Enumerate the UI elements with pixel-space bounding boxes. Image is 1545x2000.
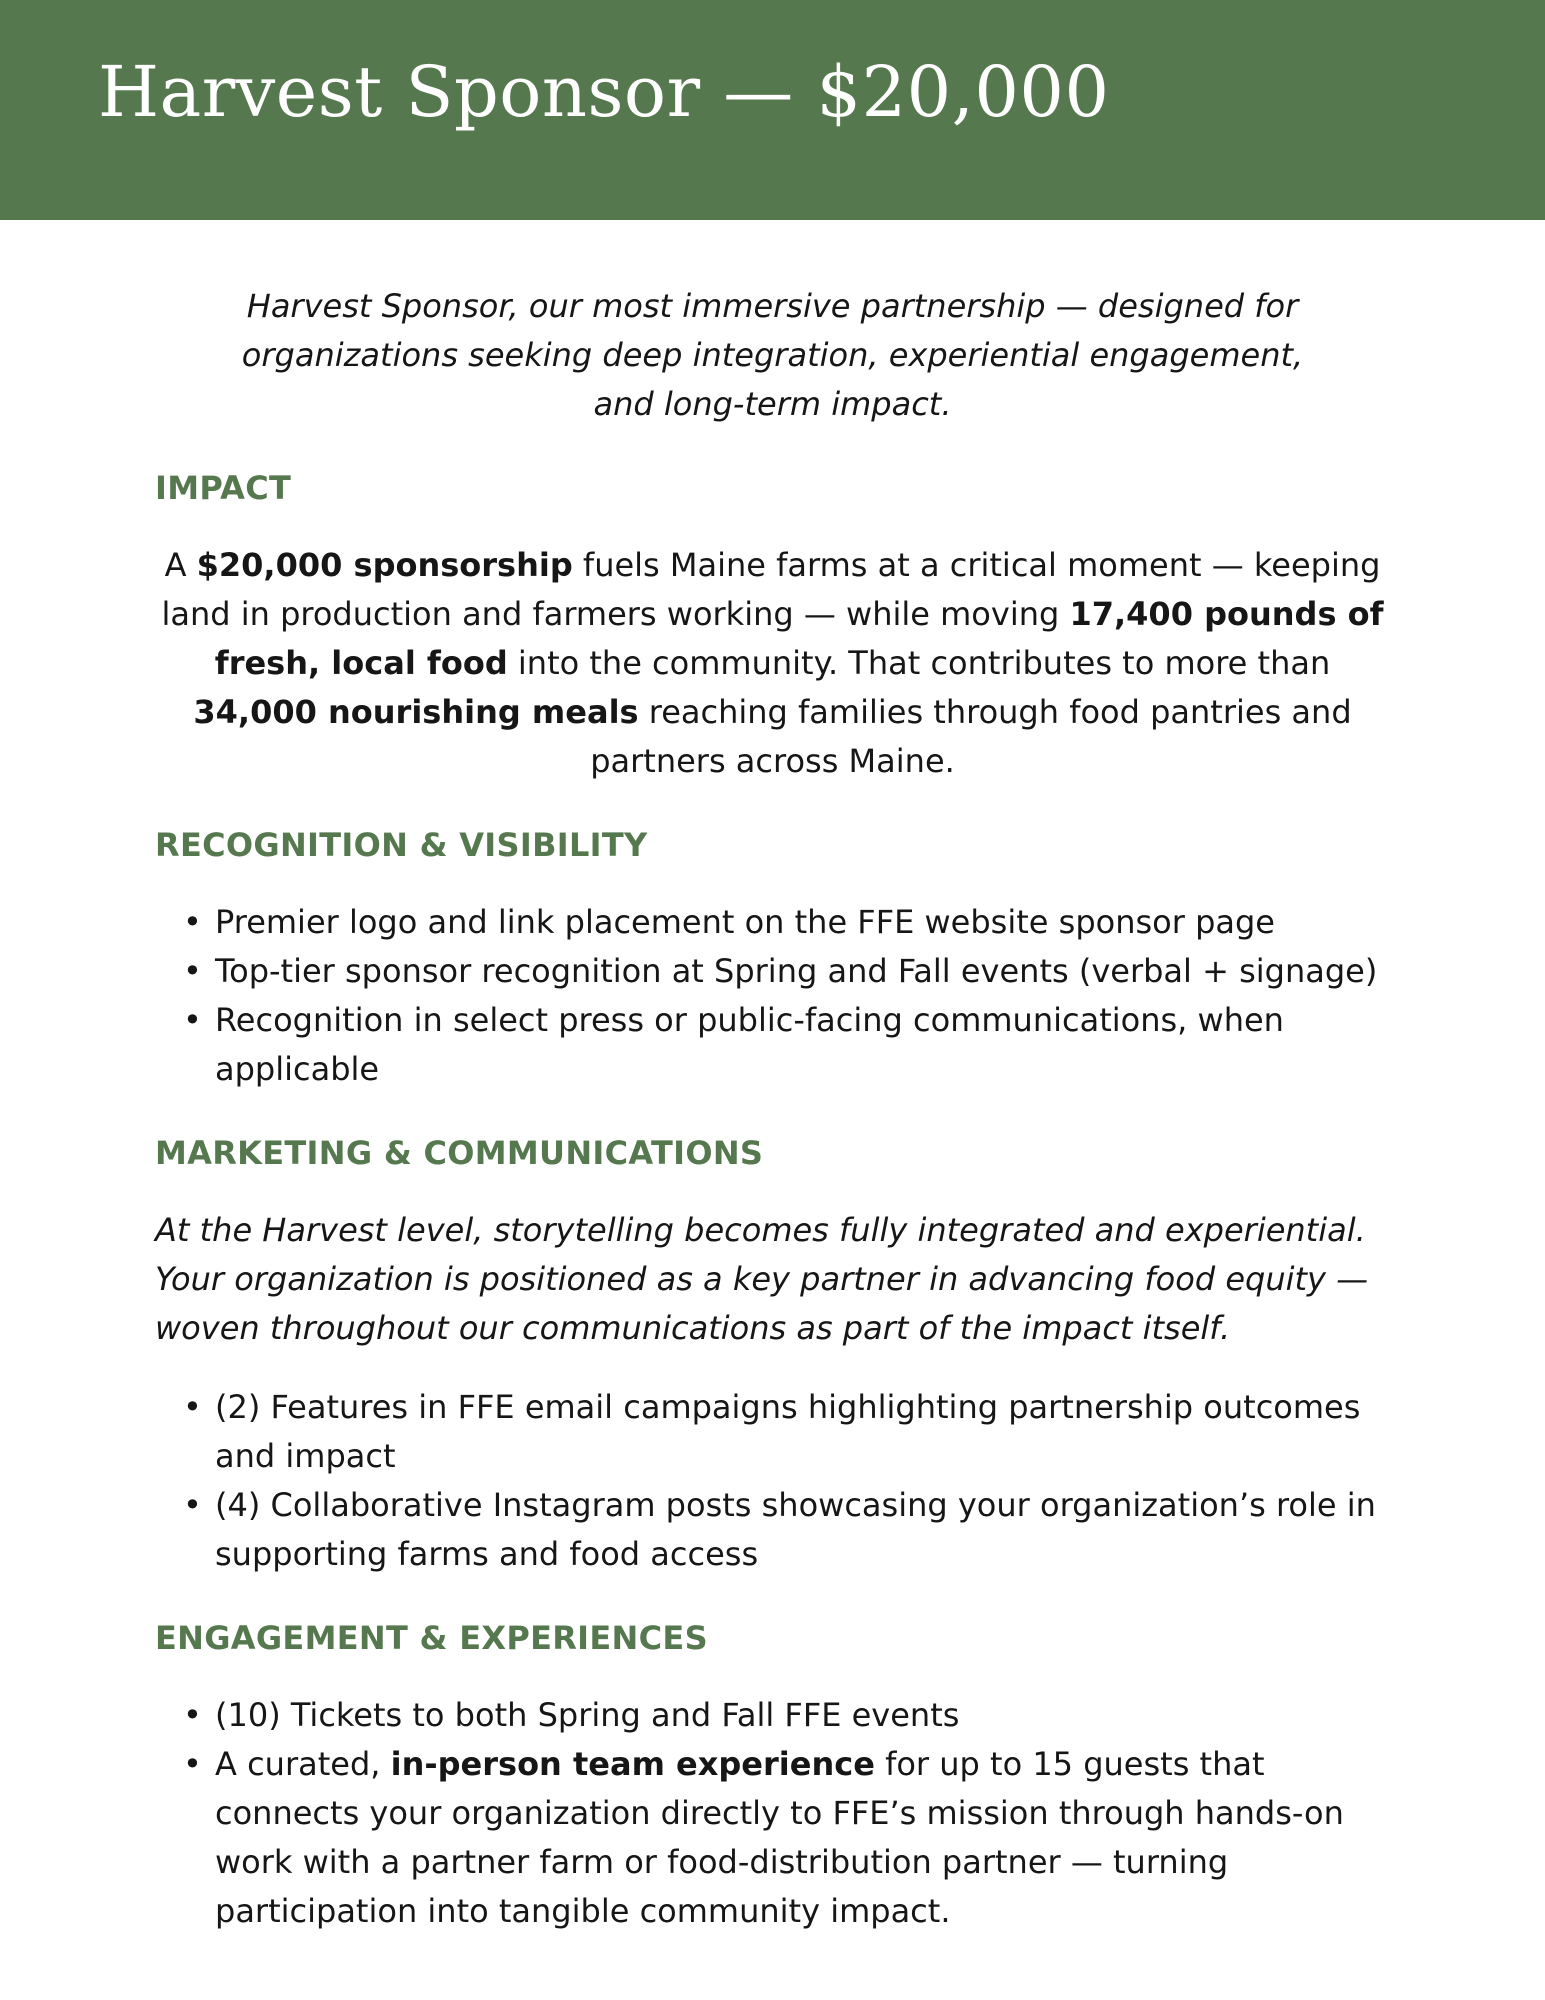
bullet-icon: • — [183, 952, 202, 990]
impact-text-part: into the community. That contributes to more than — [507, 644, 1331, 682]
list-item — [183, 1740, 1390, 1936]
impact-paragraph — [155, 541, 1390, 786]
marketing-list — [155, 1383, 1390, 1579]
page-title: Harvest Sponsor — $20,000 — [98, 51, 1110, 133]
list-item-text: for up to 15 guests that connects your organization directly to FFE’s mission through hands-on work with a partner farm or food-distribution partner — turning participation into tangible community impact. — [215, 1745, 1344, 1930]
recognition-heading: RECOGNITION & VISIBILITY — [155, 826, 648, 864]
list-item-text: Recognition in select press or public-facing communications, when applicable — [215, 1001, 1284, 1088]
list-item — [183, 1383, 1390, 1481]
impact-heading: IMPACT — [155, 469, 292, 507]
bullet-icon: • — [183, 1696, 202, 1734]
list-item-text: Top-tier sponsor recognition at Spring and Fall events (verbal + signage) — [215, 952, 1378, 990]
bullet-icon: • — [183, 903, 202, 941]
list-item-text: Premier logo and link placement on the FFE website sponsor page — [215, 903, 1275, 941]
engagement-heading: ENGAGEMENT & EXPERIENCES — [155, 1619, 708, 1657]
bullet-icon: • — [183, 1001, 202, 1039]
impact-text-part: fuels Maine farms at a critical moment — keeping land in production and farmers working — while moving — [161, 546, 1381, 633]
team-experience-highlight: in-person team experience — [390, 1745, 875, 1783]
list-item-text: (10) Tickets to both Spring and Fall FFE events — [215, 1696, 960, 1734]
impact-meals-count: 34,000 nourishing meals — [193, 693, 639, 731]
list-item — [183, 947, 1390, 996]
bullet-icon: • — [183, 1388, 202, 1426]
bullet-icon: • — [183, 1486, 202, 1524]
impact-food-pounds: 17,400 pounds of fresh, local food — [214, 595, 1384, 682]
list-item-text: (4) Collaborative Instagram posts showcasing your organization’s role in supporting farms and food access — [215, 1486, 1376, 1573]
list-item-text: A curated, — [215, 1745, 391, 1783]
list-item-text: (2) Features in FFE email campaigns highlighting partnership outcomes and impact — [215, 1388, 1361, 1475]
marketing-lede: At the Harvest level, storytelling becomes fully integrated and experiential. Your organization is positioned as a key partner in advancing food equity — woven throughout our communications as part of the impact itself. — [155, 1211, 1369, 1347]
impact-text-part: A — [164, 546, 197, 584]
impact-text-part: reaching families through food pantries and partners across Maine. — [590, 693, 1352, 780]
page-content — [0, 220, 1545, 1936]
engagement-list — [155, 1691, 1390, 1936]
marketing-heading: MARKETING & COMMUNICATIONS — [155, 1134, 764, 1172]
list-item — [183, 898, 1390, 947]
header-band — [0, 0, 1545, 220]
list-item — [183, 1691, 1390, 1740]
recognition-list — [155, 898, 1390, 1094]
list-item — [183, 996, 1390, 1094]
bullet-icon: • — [183, 1745, 202, 1783]
impact-sponsorship-amount: $20,000 sponsorship — [196, 546, 573, 584]
list-item — [183, 1481, 1390, 1579]
intro-text: Harvest Sponsor, our most immersive partnership — designed for organizations seeking deep integration, experiential engagement, and long-term impact. — [241, 287, 1304, 423]
